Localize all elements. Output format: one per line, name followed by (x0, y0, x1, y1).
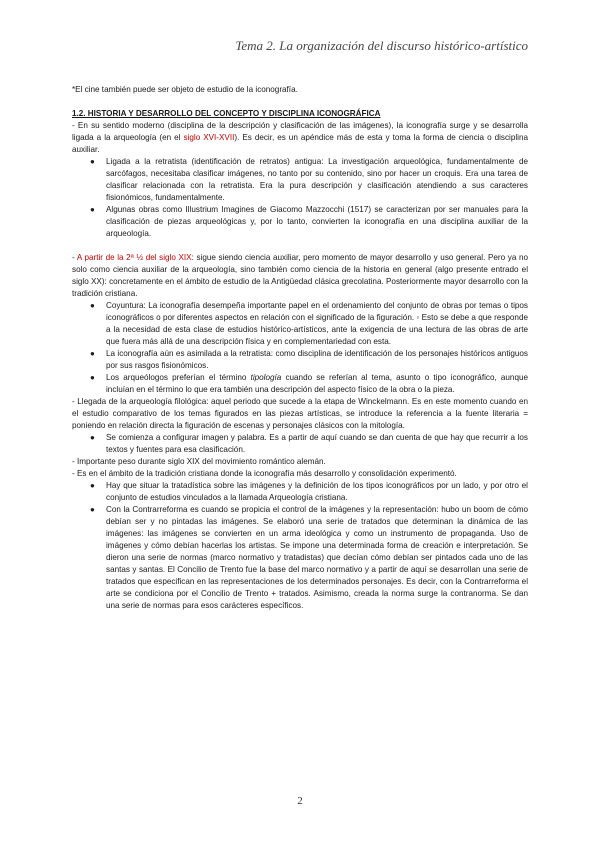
paragraph-2: - A partir de la 2ª ½ del siglo XIX: sigue siendo ciencia auxiliar, pero momento de mayor desarrollo y uso general. Pero ya no solo como ciencia auxiliar de la arqueología, sino también como ciencia de la historia en general (algo presente entrado el siglo XX): concretamente en el ámbito de estudio de la Antigüedad clásica grecolatina. Posteriormente mayor desarrollo con la tradición cristiana. (72, 253, 528, 298)
bullet-icon: ● (90, 301, 95, 310)
intro-note: *El cine también puede ser objeto de estudio de la iconografía. (72, 85, 298, 94)
bullet-icon: ● (90, 433, 95, 442)
bullet-list-4 (72, 480, 528, 612)
bullet-icon: ● (90, 373, 95, 382)
list-item: ● Se comienza a configurar imagen y palabra. Es a partir de aquí cuando se dan cuenta de que hay que recurrir a los textos y fuentes para esa clasificación. (90, 433, 528, 454)
paragraph-5: - Es en el ámbito de la tradición cristiana donde la iconografía más desarrollo y consolidación experimentó. (72, 469, 457, 478)
page-header: Tema 2. La organización del discurso histórico-artístico (235, 38, 528, 53)
highlight-century: siglo XVI-XVII (183, 133, 235, 142)
bullet-icon: ● (90, 157, 95, 166)
list-item: ● Con la Contrarreforma es cuando se propicia el control de la imágenes y la representación: hubo un boom de cómo debían ser y no pintadas las imágenes. Se elaboró una serie de tratados que determinan la dinámica de las imágenes: las imágenes se convierten en un arma ideológica y como un instrumento de propaganda. Uso de imágenes y cómo debían hacerlas los artistas. Se impone una determinada forma de creación e interpretación. Se dieron una serie de normas (marco normativo y tratadistas) que decían cómo debían ser pintados cada uno de las santas y santas. El Concilio de Trento fue la base del marco normativo y a partir de aquí se desarrollan una serie de tratados que especifican en las representaciones de los determinados personajes. Es decir, con la Contrarreforma el arte se condiciona por el Concilio de Trento + tratados. Asimismo, creada la norma surge la contranorma. Se dan una serie de normas para esos carácteres específicos. (90, 505, 528, 610)
highlight-century: A partir de la 2ª ½ del siglo XIX (76, 253, 192, 262)
bullet-icon: ● (90, 481, 95, 490)
list-item: ● La iconografía aún es asimilada a la retratista: como disciplina de identificación de los personajes históricos antiguos por sus rasgos fisionómicos. (90, 349, 528, 370)
bullet-icon: ● (90, 349, 95, 358)
list-item: ● Los arqueólogos preferían el término tipología cuando se referían al tema, asunto o tipo iconográfico, aunque incluían en el término lo que era también una descripción del aspecto físico de la obra o la pieza. (90, 373, 528, 394)
paragraph-4: - Importante peso durante siglo XIX del movimiento romántico alemán. (72, 457, 326, 466)
paragraph-3: - Llegada de la arqueología filológica: aquel periodo que sucede a la etapa de Winckelmann. Es en este momento cuando en el estudio comparativo de los temas figurados en las piezas artísticas, se introduce la referencia a la fuente literaria = poniendo en relación directa la figuración de escenas y personajes clásicos con la mitología. (72, 397, 528, 430)
page-number: 2 (297, 795, 303, 807)
bullet-list-3 (72, 432, 528, 456)
list-item: ● Ligada a la retratista (identificación de retratos) antigua: La investigación arqueológica, fundamentalmente de sarcófagos, necesitaba clasificar imágenes, no tanto por su contenido, sino por hacer un croquis. Era una tarea de clasificar relacionada con la retratista. Era la pura descripción y clasificación atendiendo a sus caracteres fisionómicos, fundamentalmente. (90, 157, 528, 202)
page-content (72, 84, 528, 612)
list-item: ● Hay que situar la tratadística sobre las imágenes y la definición de los tipos iconográficos por un lado, y por otro el conjunto de estudios vinculados a la llamada Arqueología cristiana. (90, 481, 528, 502)
bullet-list-2 (72, 300, 528, 396)
section-title: 1.2. HISTORIA Y DESARROLLO DEL CONCEPTO Y DISCIPLINA ICONOGRÁFICA (72, 109, 381, 118)
paragraph-1: - En su sentido moderno (disciplina de la descripción y clasificación de las imágenes), la iconografía surge y se desarrolla ligada a la arqueología (en el siglo XVI-XVII). Es decir, es un apéndice más de esta y toma la forma de ciencia o disciplina auxiliar. (72, 121, 529, 154)
list-item: ● Algunas obras como Illustrium Imagines de Giacomo Mazzocchi (1517) se caracterizan por ser manuales para la clasificación de piezas arqueológicas y, por lo tanto, convierten la iconografía en una disciplina auxiliar de la arqueología. (90, 205, 528, 238)
list-item: ● Coyuntura: La iconografía desempeña importante papel en el ordenamiento del conjunto de obras por temas o tipos iconográficos o por diferentes aspectos en relación con el significado de la figuración. ◦ Esto se debe a que responde a la necesidad de esta clase de estudios histórico-artísticos, ante la exigencia de una lectura de las obras de arte que fuera más allá de una descripción física y en complementariedad con esta. (90, 301, 528, 346)
bullet-list-1 (72, 156, 528, 240)
bullet-icon: ● (90, 205, 95, 214)
bullet-icon: ● (90, 505, 95, 514)
